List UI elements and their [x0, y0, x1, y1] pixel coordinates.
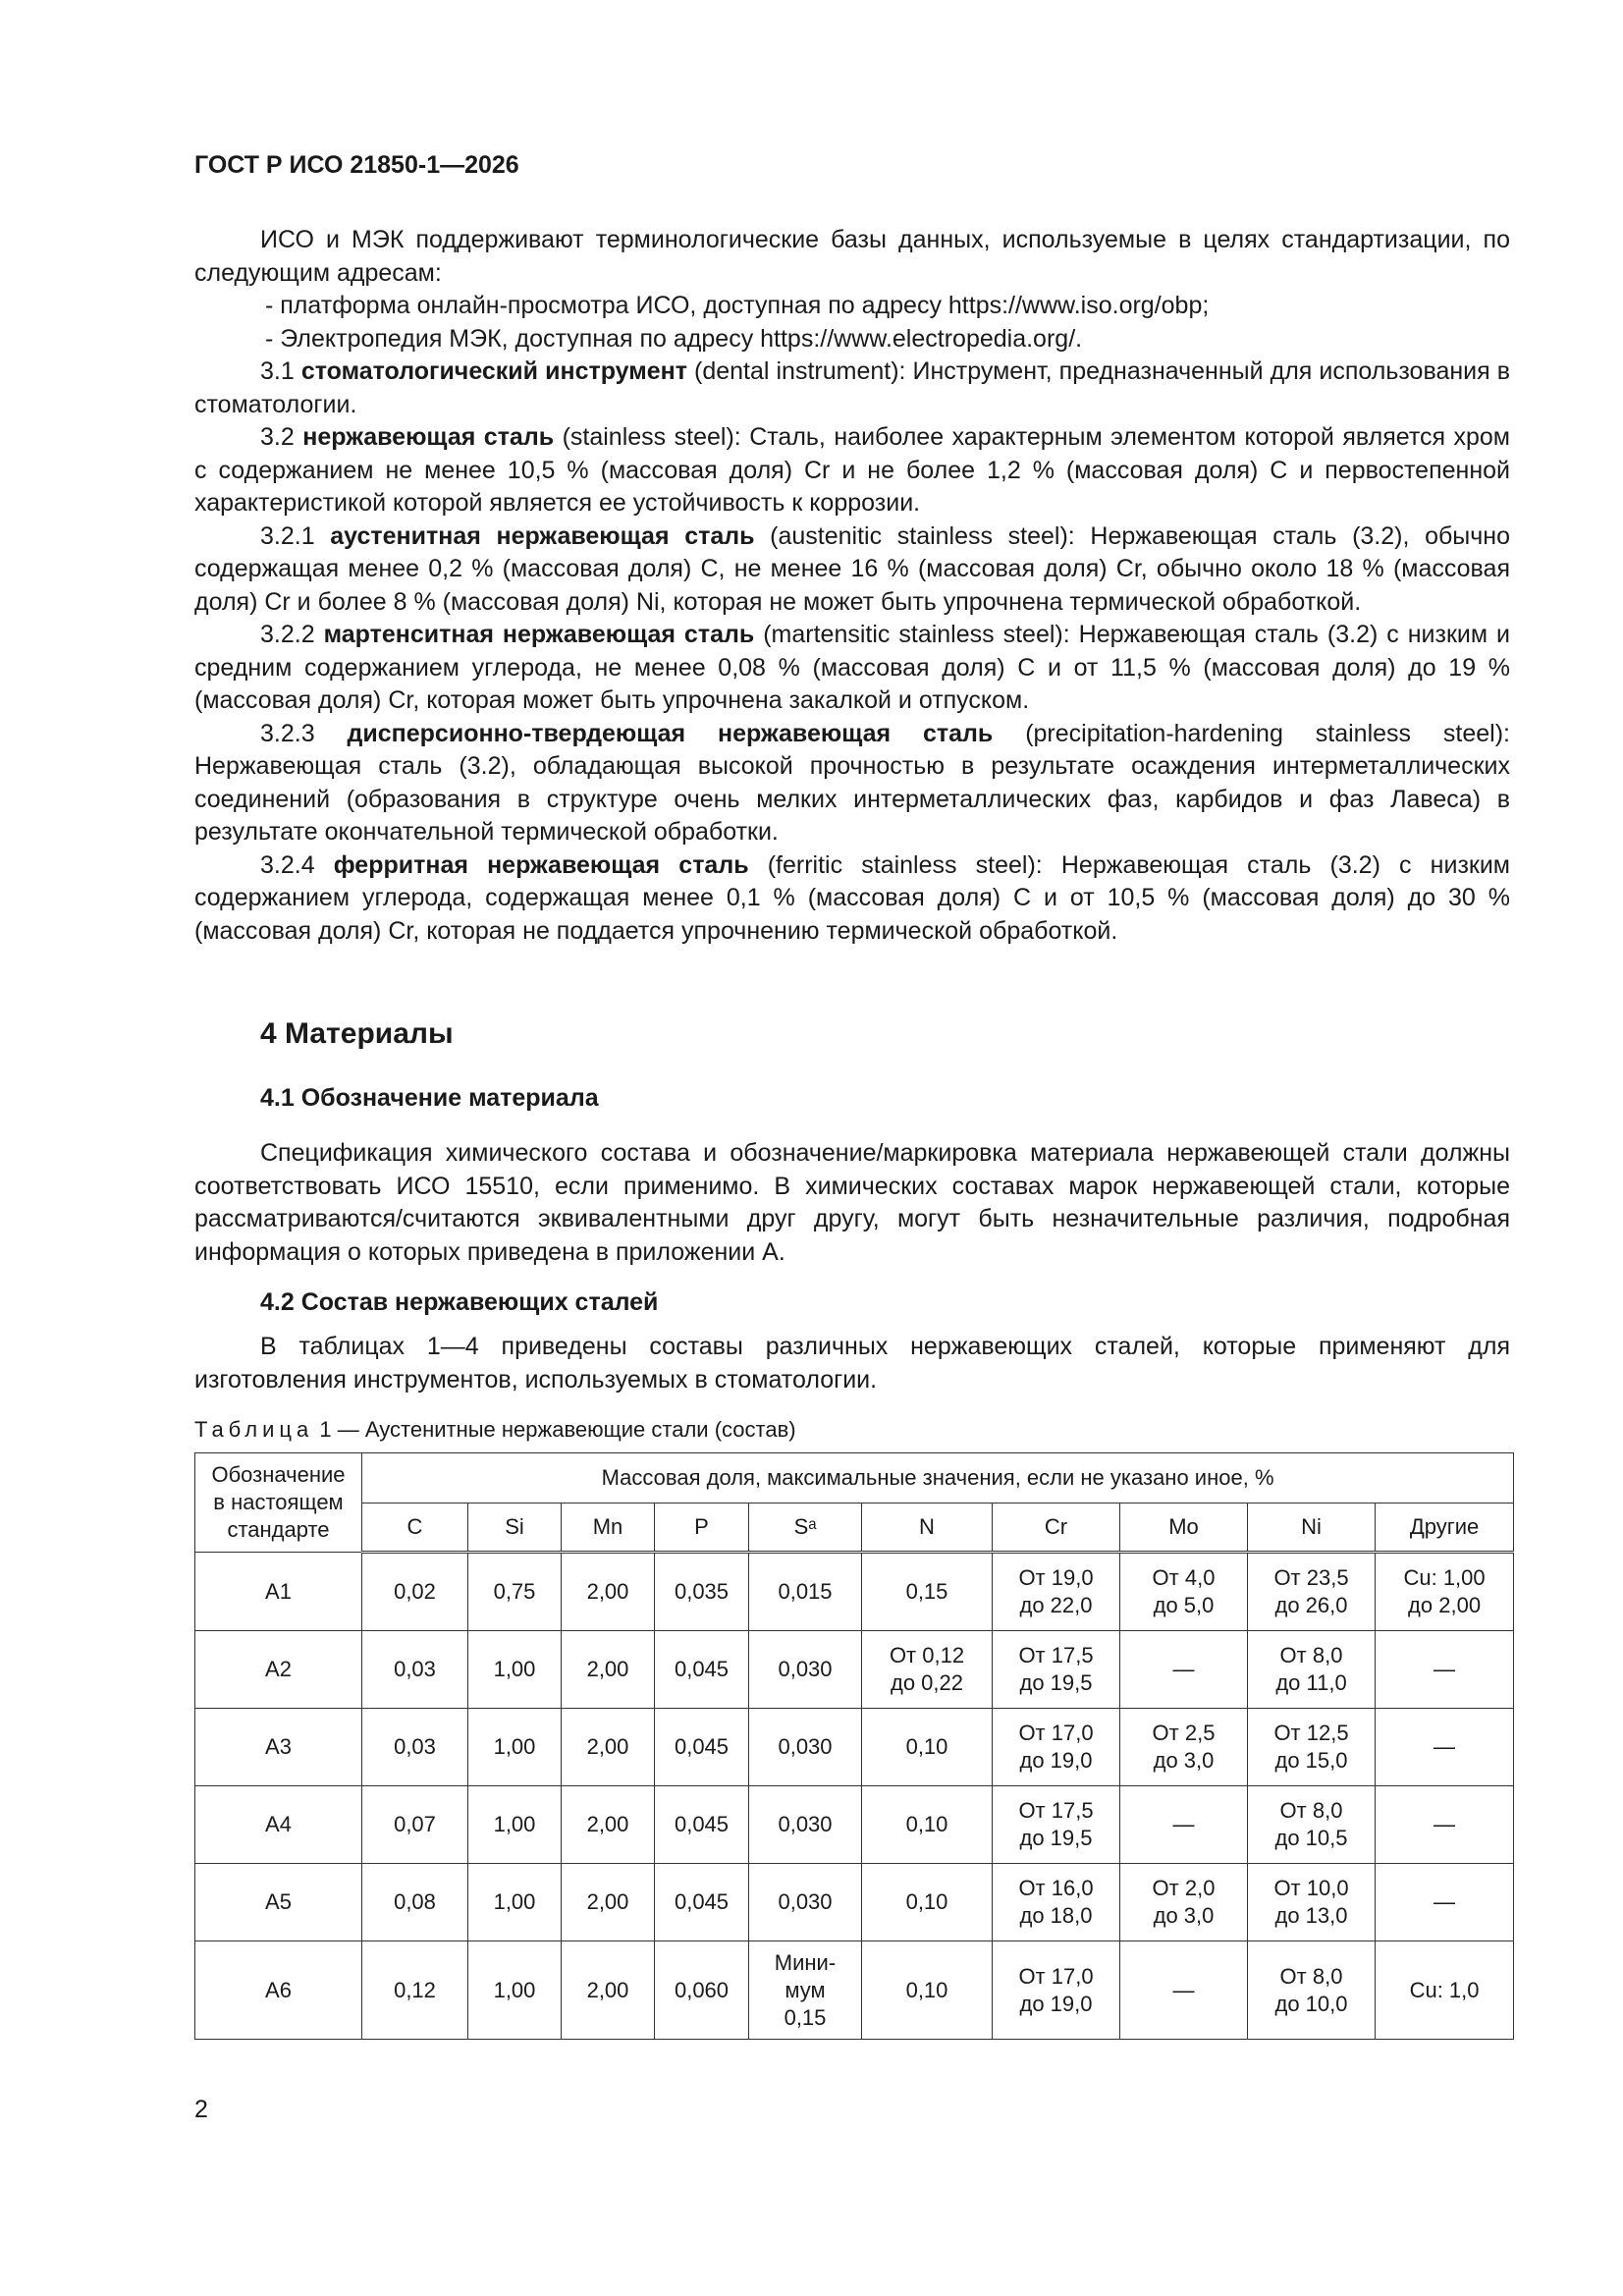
term-name: аустенитная нержавеющая сталь [330, 521, 755, 550]
section-4-2-heading: 4.2 Состав нержавеющих сталей [260, 1288, 659, 1316]
table-cell: — [1120, 1786, 1248, 1864]
table-row [195, 1709, 1514, 1786]
table-cell: — [1376, 1864, 1514, 1941]
paragraph: Спецификация химического состава и обозначение/маркировка материала нержавеющей стали должны соответствовать ИСО 15510, если применимо. В химических составах марок нержавеющей стали, которые рассматриваются/считаются эквивалентными друг другу, могут быть незначительные различия, подробная информация о которых приведена в приложении А. [194, 1139, 1510, 1266]
table-cell: 1,00 [468, 1941, 562, 2040]
term-definition: (martensitic stainless steel): Нержавеющая сталь (3.2) с низким и средним содержанием углерода, не менее 0,08 % (массовая доля) C и от 11,5 % (массовая доля) до 19 % (массовая доля) Cr, которая может быть упрочнена закалкой и отпуском. [194, 621, 1511, 714]
table-cell: A4 [195, 1786, 362, 1864]
table-caption-text: 1 — Аустенитные нержавеющие стали (состав) [313, 1417, 796, 1442]
table-cell: 0,030 [749, 1631, 862, 1709]
table-cell: 0,03 [362, 1631, 468, 1709]
table-caption-label: Таблица [194, 1417, 314, 1442]
section-4-1-heading: 4.1 Обозначение материала [260, 1084, 599, 1112]
terms-section [194, 224, 1510, 948]
term-name: нержавеющая сталь [302, 423, 555, 451]
table-cell: 0,045 [655, 1709, 749, 1786]
table-cell: От 0,12 до 0,22 [862, 1631, 993, 1709]
table-cell: 0,060 [655, 1941, 749, 2040]
table-cell: От 17,0 до 19,0 [993, 1941, 1120, 2040]
page-number: 2 [194, 2096, 208, 2123]
table-cell: От 12,5 до 15,0 [1248, 1709, 1376, 1786]
term-entry [194, 849, 1510, 949]
table-cell: 0,15 [862, 1553, 993, 1631]
column-header: Mo [1120, 1503, 1248, 1553]
table-cell: A5 [195, 1864, 362, 1941]
table-cell: 0,10 [862, 1941, 993, 2040]
term-name: ферритная нержавеющая сталь [333, 850, 749, 879]
term-definition: (dental instrument): Инструмент, предназначенный для использования в стоматологии. [194, 357, 1510, 418]
paragraph: В таблицах 1—4 приведены составы различных нержавеющих сталей, которые применяют для изготовления инструментов, используемых в стоматологии. [194, 1333, 1510, 1394]
table-cell: От 8,0 до 10,0 [1248, 1941, 1376, 2040]
term-number: 3.2.3 [260, 719, 315, 747]
column-header: C [362, 1503, 468, 1553]
table-cell: 2,00 [562, 1553, 655, 1631]
table-cell: 0,030 [749, 1864, 862, 1941]
table-cell: 0,02 [362, 1553, 468, 1631]
list-item: - платформа онлайн-просмотра ИСО, доступная по адресу https://www.iso.org/obp; [265, 292, 1210, 319]
table-cell: 0,75 [468, 1553, 562, 1631]
table-cell: 0,015 [749, 1553, 862, 1631]
table-row [195, 1631, 1514, 1709]
term-entry [194, 520, 1510, 620]
table-cell: 0,045 [655, 1786, 749, 1864]
table-cell: 0,030 [749, 1786, 862, 1864]
table-cell: A2 [195, 1631, 362, 1709]
term-name: мартенситная нержавеющая сталь [323, 621, 755, 648]
column-header: Ni [1248, 1503, 1376, 1553]
table-row [195, 1864, 1514, 1941]
term-definition: (stainless steel): Сталь, наиболее характерным элементом которой является хром с содержанием не менее 10,5 % (массовая доля) Cr и не более 1,2 % (массовая доля) C и первостепенной характеристикой которой является ее устойчивость к коррозии. [194, 423, 1510, 517]
term-definition: (austenitic stainless steel): Нержавеющая сталь (3.2), обычно содержащая менее 0,2 % (массовая доля) C, не менее 16 % (массовая доля) Cr, обычно около 18 % (массовая доля) Cr и более 8 % (массовая доля) Ni, которая не может быть упрочнена термической обработкой. [194, 521, 1510, 616]
table-cell: — [1120, 1631, 1248, 1709]
table-cell: От 19,0 до 22,0 [993, 1553, 1120, 1631]
designation-header: Обозначение в настоящем стандарте [195, 1453, 362, 1553]
table-cell: От 10,0 до 13,0 [1248, 1864, 1376, 1941]
table-cell: — [1376, 1631, 1514, 1709]
table-cell: 1,00 [468, 1786, 562, 1864]
section-4-1-body [194, 1137, 1510, 1269]
table-caption [194, 1417, 796, 1443]
table-cell: От 2,5 до 3,0 [1120, 1709, 1248, 1786]
table-cell: Cu: 1,00 до 2,00 [1376, 1553, 1514, 1631]
section-4-heading: 4 Материалы [260, 1017, 454, 1050]
table-cell: 1,00 [468, 1631, 562, 1709]
composition-table [194, 1452, 1514, 2040]
table-row [195, 1941, 1514, 2040]
table-cell: 0,07 [362, 1786, 468, 1864]
term-name: стоматологический инструмент [300, 357, 687, 385]
table-cell: От 17,0 до 19,0 [993, 1709, 1120, 1786]
table-cell: От 17,5 до 19,5 [993, 1786, 1120, 1864]
term-entry [194, 421, 1510, 520]
table-cell: От 4,0 до 5,0 [1120, 1553, 1248, 1631]
table-cell: — [1120, 1941, 1248, 2040]
table-row [195, 1786, 1514, 1864]
table-cell: От 2,0 до 3,0 [1120, 1864, 1248, 1941]
table-cell: 0,035 [655, 1553, 749, 1631]
column-header: Si [468, 1503, 562, 1553]
intro-paragraph: ИСО и МЭК поддерживают терминологические базы данных, используемые в целях стандартизации, по следующим адресам: [194, 226, 1510, 287]
table-cell: Мини- мум 0,15 [749, 1941, 862, 2040]
term-definition: (precipitation-hardening stainless steel): Нержавеющая сталь (3.2), обладающая высокой прочностью в результате осаждения интерметаллических соединений (образования в структуре очень мелких интерметаллических фаз, карбидов и фаз Лавеса) в результате окончательной термической обработки. [194, 719, 1511, 846]
table-cell: 0,045 [655, 1864, 749, 1941]
table-cell: От 23,5 до 26,0 [1248, 1553, 1376, 1631]
term-number: 3.2.2 [260, 621, 315, 648]
column-header: Sᵃ [749, 1503, 862, 1553]
table-cell: 1,00 [468, 1864, 562, 1941]
table-cell: 2,00 [562, 1786, 655, 1864]
table-cell: — [1376, 1786, 1514, 1864]
table-cell: 0,10 [862, 1709, 993, 1786]
table-cell: 2,00 [562, 1631, 655, 1709]
mass-fraction-header: Массовая доля, максимальные значения, если не указано иное, % [362, 1453, 1514, 1503]
table-cell: 2,00 [562, 1864, 655, 1941]
term-entry [194, 718, 1510, 849]
table-cell: 0,08 [362, 1864, 468, 1941]
list-item: - Электропедия МЭК, доступная по адресу https://www.electropedia.org/. [265, 324, 1083, 353]
table-cell: A3 [195, 1709, 362, 1786]
table-cell: 0,10 [862, 1864, 993, 1941]
table-cell: От 8,0 до 10,5 [1248, 1786, 1376, 1864]
page-header: ГОСТ Р ИСО 21850-1—2026 [194, 151, 519, 179]
column-header: Другие [1376, 1503, 1514, 1553]
table-cell: 0,03 [362, 1709, 468, 1786]
table-cell: 0,12 [362, 1941, 468, 2040]
table-cell: От 16,0 до 18,0 [993, 1864, 1120, 1941]
table-cell: 0,030 [749, 1709, 862, 1786]
table-cell: 2,00 [562, 1709, 655, 1786]
column-header: N [862, 1503, 993, 1553]
table-cell: От 17,5 до 19,5 [993, 1631, 1120, 1709]
term-entry [194, 355, 1510, 421]
table-cell: 2,00 [562, 1941, 655, 2040]
term-definition: (ferritic stainless steel): Нержавеющая сталь (3.2) с низким содержанием углерода, содержащая менее 0,1 % (массовая доля) C и от 10,5 % (массовая доля) до 30 % (массовая доля) Cr, которая не поддается упрочнению термической обработкой. [194, 850, 1510, 945]
column-header: Mn [562, 1503, 655, 1553]
term-entry [194, 619, 1510, 718]
table-cell: A1 [195, 1553, 362, 1631]
table-row [195, 1553, 1514, 1631]
term-number: 3.2 [260, 423, 295, 451]
term-number: 3.2.1 [260, 521, 315, 550]
table-cell: 0,045 [655, 1631, 749, 1709]
term-number: 3.1 [260, 357, 295, 385]
term-name: дисперсионно-твердеющая нержавеющая сталь [347, 719, 994, 747]
table-cell: 1,00 [468, 1709, 562, 1786]
column-header: P [655, 1503, 749, 1553]
table-cell: 0,10 [862, 1786, 993, 1864]
section-4-2-body [194, 1331, 1510, 1396]
table-cell: A6 [195, 1941, 362, 2040]
column-header: Cr [993, 1503, 1120, 1553]
table-cell: От 8,0 до 11,0 [1248, 1631, 1376, 1709]
table-cell: — [1376, 1709, 1514, 1786]
table-cell: Cu: 1,0 [1376, 1941, 1514, 2040]
term-number: 3.2.4 [260, 850, 315, 879]
